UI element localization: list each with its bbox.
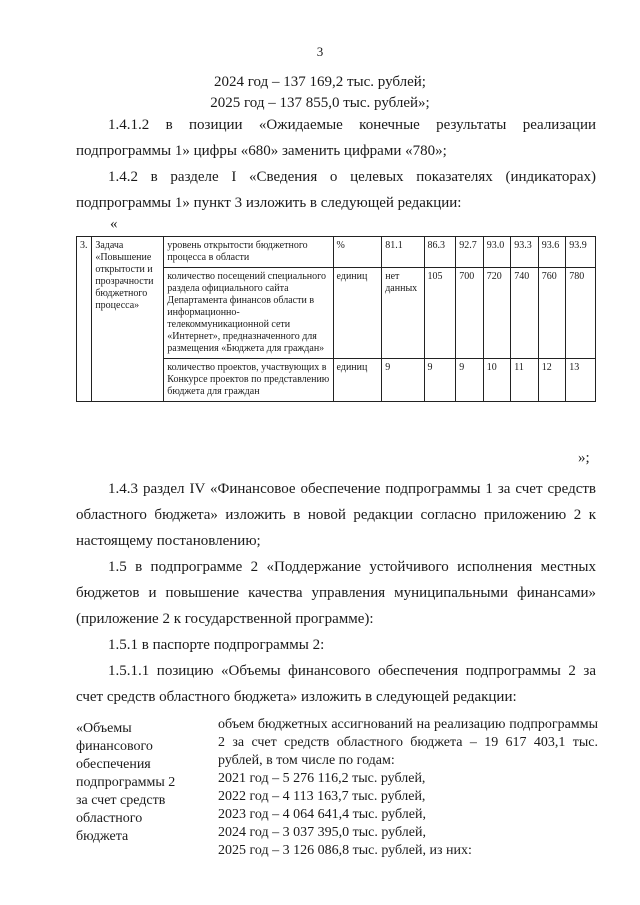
passport-intro: объем бюджетных ассигнований на реализацию подпрограммы 2 за счет средств областного бюджета – 19 617 403,1 тыс. рублей, в том числе по годам: xyxy=(218,717,598,768)
passport-year-line: 2025 год – 3 126 086,8 тыс. рублей, из них: xyxy=(218,843,472,858)
passport-label-line: финансового xyxy=(76,739,153,754)
paragraph-1-5: 1.5 в подпрограмме 2 «Поддержание устойчивого исполнения местных бюджетов и повышение качества управления муниципальными финансами» (приложение 2 к государственной программе): xyxy=(76,559,596,627)
passport-label-line: обеспечения xyxy=(76,757,151,772)
value-cell: 740 xyxy=(511,268,539,359)
page-number: 3 xyxy=(316,44,324,59)
unit-cell: единиц xyxy=(333,268,382,359)
paragraph-1-4-2: 1.4.2 в разделе I «Сведения о целевых показателях (индикаторах) подпрограммы 1» пункт 3 изложить в следующей редакции: xyxy=(76,169,596,211)
value-cell: 13 xyxy=(566,359,596,402)
passport-label-line: бюджета xyxy=(76,829,129,844)
passport-label-line: «Объемы xyxy=(76,721,132,736)
indicator-cell: количество посещений специального раздела официального сайта Департамента финансов области в информационно-телекоммуникационной сети «Интернет», предназначенного для размещения «Бюджета для граждан» xyxy=(164,268,333,359)
value-cell: 12 xyxy=(538,359,566,402)
value-cell: 93.9 xyxy=(566,237,596,268)
paragraph-1-4-3: 1.4.3 раздел IV «Финансовое обеспечение подпрограммы 1 за счет средств областного бюджета» изложить в новой редакции согласно приложению 2 к настоящему постановлению; xyxy=(76,481,596,549)
close-quote: »; xyxy=(578,450,590,466)
passport-label-line: подпрограммы 2 xyxy=(76,775,176,790)
indicators-table xyxy=(76,236,596,402)
indicator-cell: количество проектов, участвующих в Конкурсе проектов по представлению бюджета для граждан xyxy=(164,359,333,402)
indicator-cell: уровень открытости бюджетного процесса в области xyxy=(164,237,333,268)
passport-year-line: 2023 год – 4 064 641,4 тыс. рублей, xyxy=(218,807,426,822)
value-cell: 10 xyxy=(483,359,511,402)
value-cell: 720 xyxy=(483,268,511,359)
paragraph-1-5-1: 1.5.1 в паспорте подпрограммы 2: xyxy=(108,637,325,653)
value-cell: 9 xyxy=(424,359,456,402)
passport-label-line: областного xyxy=(76,811,143,826)
value-cell: 81.1 xyxy=(382,237,424,268)
value-cell: 92.7 xyxy=(456,237,484,268)
value-cell: 93.6 xyxy=(538,237,566,268)
value-cell: 93.3 xyxy=(511,237,539,268)
passport-value xyxy=(218,716,598,860)
passport-year-line: 2021 год – 5 276 116,2 тыс. рублей, xyxy=(218,771,426,786)
header-line-2024: 2024 год – 137 169,2 тыс. рублей; xyxy=(214,74,426,90)
value-cell: 9 xyxy=(382,359,424,402)
paragraph-1-4-1-2: 1.4.1.2 в позиции «Ожидаемые конечные результаты реализации подпрограммы 1» цифры «680» заменить цифрами «780»; xyxy=(76,117,596,159)
value-cell: 780 xyxy=(566,268,596,359)
passport-label xyxy=(76,720,206,846)
value-cell: 700 xyxy=(456,268,484,359)
value-cell: 9 xyxy=(456,359,484,402)
value-cell: 11 xyxy=(511,359,539,402)
unit-cell: единиц xyxy=(333,359,382,402)
passport-label-line: за счет средств xyxy=(76,793,166,808)
value-cell: 760 xyxy=(538,268,566,359)
header-line-2025: 2025 год – 137 855,0 тыс. рублей»; xyxy=(210,95,430,111)
value-cell: 93.0 xyxy=(483,237,511,268)
value-cell: 105 xyxy=(424,268,456,359)
task-cell: Задача «Повышение открытости и прозрачности бюджетного процесса» xyxy=(92,237,164,402)
value-cell: 86.3 xyxy=(424,237,456,268)
unit-cell: % xyxy=(333,237,382,268)
passport-year-line: 2024 год – 3 037 395,0 тыс. рублей, xyxy=(218,825,426,840)
row-number: 3. xyxy=(77,237,92,402)
open-quote: « xyxy=(110,216,118,232)
table-row xyxy=(77,237,596,268)
value-cell: нет данных xyxy=(382,268,424,359)
passport-year-line: 2022 год – 4 113 163,7 тыс. рублей, xyxy=(218,789,426,804)
paragraph-1-5-1-1: 1.5.1.1 позицию «Объемы финансового обеспечения подпрограммы 2 за счет средств областного бюджета» изложить в следующей редакции: xyxy=(76,663,596,705)
